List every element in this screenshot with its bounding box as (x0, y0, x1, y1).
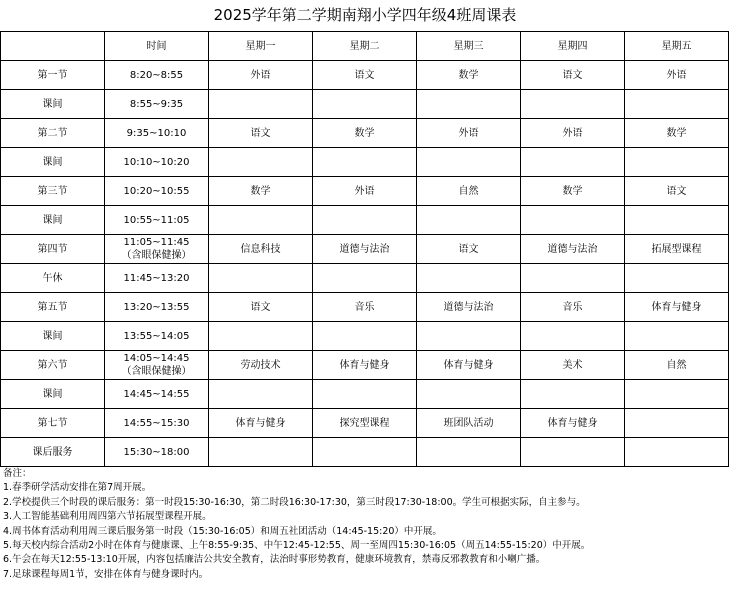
time-range: 14:45~14:55 (123, 388, 190, 400)
subject-cell-monday (209, 148, 313, 177)
table-row (1, 264, 729, 293)
subject-cell-monday: 语文 (209, 119, 313, 148)
subject-cell-wednesday: 班团队活动 (417, 409, 521, 438)
subject-cell-monday (209, 438, 313, 467)
period-cell: 课间 (1, 148, 105, 177)
subject-cell-wednesday: 道德与法治 (417, 293, 521, 322)
subject-cell-wednesday: 语文 (417, 235, 521, 264)
subject-cell-tuesday: 音乐 (313, 293, 417, 322)
time-range: 10:20~10:55 (123, 185, 190, 197)
subject-cell-thursday (521, 380, 625, 409)
period-cell: 第七节 (1, 409, 105, 438)
subject-cell-wednesday (417, 322, 521, 351)
subject-cell-tuesday: 探究型课程 (313, 409, 417, 438)
subject-cell-monday (209, 264, 313, 293)
note-item: 4.周书体育活动利用周三课后服务第一时段（15:30-16:05）和周五社团活动（14:45-15:20）中开展。 (3, 525, 442, 537)
time-cell (105, 264, 209, 293)
subject-cell-friday: 自然 (625, 351, 729, 380)
subject-cell-tuesday: 道德与法治 (313, 235, 417, 264)
table-row (1, 235, 729, 264)
period-cell: 第二节 (1, 119, 105, 148)
subject-cell-tuesday (313, 148, 417, 177)
period-cell: 课间 (1, 90, 105, 119)
time-range: 14:55~15:30 (123, 417, 190, 429)
subject-cell-thursday: 语文 (521, 61, 625, 90)
table-row (1, 293, 729, 322)
subject-cell-friday (625, 148, 729, 177)
subject-cell-friday (625, 438, 729, 467)
subject-cell-friday (625, 380, 729, 409)
subject-cell-friday (625, 409, 729, 438)
period-cell: 课后服务 (1, 438, 105, 467)
time-cell (105, 119, 209, 148)
subject-cell-friday (625, 322, 729, 351)
time-cell (105, 90, 209, 119)
table-row (1, 90, 729, 119)
subject-cell-monday (209, 322, 313, 351)
table-row (1, 206, 729, 235)
note-item: 5.每天校内综合活动2小时在体育与健康课、上午8:55-9:35、中午12:45-12:55、周一至周四15:30-16:05（周五14:55-15:20）中开展。 (3, 540, 591, 552)
page-title: 2025学年第二学期南翔小学四年级4班周课表 (213, 6, 517, 24)
subject-cell-wednesday: 自然 (417, 177, 521, 206)
subject-cell-tuesday (313, 90, 417, 119)
time-cell (105, 380, 209, 409)
period-cell: 第六节 (1, 351, 105, 380)
header-thursday: 星期四 (521, 32, 625, 61)
subject-cell-thursday: 美术 (521, 351, 625, 380)
period-cell: 课间 (1, 206, 105, 235)
time-cell (105, 61, 209, 90)
subject-cell-friday: 数学 (625, 119, 729, 148)
table-row (1, 119, 729, 148)
subject-cell-monday: 信息科技 (209, 235, 313, 264)
subject-cell-tuesday (313, 264, 417, 293)
subject-cell-tuesday (313, 438, 417, 467)
subject-cell-friday: 拓展型课程 (625, 235, 729, 264)
subject-cell-thursday (521, 438, 625, 467)
subject-cell-tuesday: 外语 (313, 177, 417, 206)
time-range: 13:55~14:05 (123, 330, 190, 342)
subject-cell-wednesday (417, 438, 521, 467)
subject-cell-tuesday: 数学 (313, 119, 417, 148)
subject-cell-thursday: 音乐 (521, 293, 625, 322)
time-note: （含眼保健操） (121, 250, 192, 261)
subject-cell-wednesday: 体育与健身 (417, 351, 521, 380)
note-item: 3.人工智能基础利用周四第六节拓展型课程开展。 (3, 511, 212, 523)
time-note: （含眼保健操） (121, 366, 192, 377)
subject-cell-monday (209, 380, 313, 409)
time-range: 8:20~8:55 (129, 69, 184, 81)
time-range: 10:55~11:05 (123, 214, 190, 226)
time-cell (105, 438, 209, 467)
note-item: 6.午会在每天12:55-13:10开展，内容包括廉洁公共安全教育，法治时事形势教育，健康环境教育，禁毒反邪教教育和小喇广播。 (3, 554, 546, 566)
time-cell (105, 148, 209, 177)
header-corner-cell (1, 32, 105, 61)
subject-cell-friday (625, 90, 729, 119)
table-row (1, 148, 729, 177)
weekly-schedule-table (0, 31, 729, 467)
time-cell (105, 235, 209, 264)
subject-cell-friday: 语文 (625, 177, 729, 206)
time-cell (105, 322, 209, 351)
subject-cell-tuesday (313, 322, 417, 351)
subject-cell-thursday (521, 148, 625, 177)
time-range: 8:55~9:35 (129, 98, 184, 110)
subject-cell-wednesday (417, 264, 521, 293)
subject-cell-thursday (521, 90, 625, 119)
period-cell: 第三节 (1, 177, 105, 206)
time-range: 11:05~11:45 (123, 237, 190, 248)
header-monday: 星期一 (209, 32, 313, 61)
subject-cell-tuesday (313, 206, 417, 235)
subject-cell-wednesday (417, 90, 521, 119)
subject-cell-thursday (521, 264, 625, 293)
period-cell: 课间 (1, 322, 105, 351)
note-item: 1.春季研学活动安排在第7周开展。 (3, 482, 152, 494)
subject-cell-monday: 体育与健身 (209, 409, 313, 438)
header-time: 时间 (105, 32, 209, 61)
table-header-row (1, 32, 729, 61)
subject-cell-wednesday: 外语 (417, 119, 521, 148)
table-row (1, 351, 729, 380)
time-range: 13:20~13:55 (123, 301, 190, 313)
subject-cell-monday (209, 206, 313, 235)
notes-heading: 备注： (3, 468, 32, 479)
subject-cell-thursday: 外语 (521, 119, 625, 148)
subject-cell-thursday (521, 206, 625, 235)
period-cell: 午休 (1, 264, 105, 293)
table-row (1, 380, 729, 409)
subject-cell-wednesday (417, 148, 521, 177)
period-cell: 第五节 (1, 293, 105, 322)
subject-cell-monday: 劳动技术 (209, 351, 313, 380)
time-range: 9:35~10:10 (126, 127, 187, 139)
table-row (1, 61, 729, 90)
subject-cell-friday (625, 264, 729, 293)
header-friday: 星期五 (625, 32, 729, 61)
subject-cell-tuesday: 体育与健身 (313, 351, 417, 380)
subject-cell-wednesday (417, 206, 521, 235)
subject-cell-thursday: 道德与法治 (521, 235, 625, 264)
time-range: 11:45~13:20 (123, 272, 190, 284)
subject-cell-monday: 语文 (209, 293, 313, 322)
subject-cell-thursday: 数学 (521, 177, 625, 206)
time-range: 14:05~14:45 (123, 353, 190, 364)
time-cell (105, 293, 209, 322)
subject-cell-friday: 体育与健身 (625, 293, 729, 322)
subject-cell-thursday (521, 322, 625, 351)
note-item: 7.足球课程每周1节，安排在体育与健身课时内。 (3, 568, 209, 580)
time-cell (105, 206, 209, 235)
subject-cell-monday: 外语 (209, 61, 313, 90)
subject-cell-tuesday: 语文 (313, 61, 417, 90)
period-cell: 第四节 (1, 235, 105, 264)
time-cell (105, 351, 209, 380)
table-row (1, 177, 729, 206)
time-range: 15:30~18:00 (123, 446, 190, 458)
table-row (1, 438, 729, 467)
time-cell (105, 177, 209, 206)
table-row (1, 322, 729, 351)
notes-section (3, 467, 729, 582)
subject-cell-friday (625, 206, 729, 235)
subject-cell-tuesday (313, 380, 417, 409)
header-tuesday: 星期二 (313, 32, 417, 61)
period-cell: 第一节 (1, 61, 105, 90)
time-range: 10:10~10:20 (123, 156, 190, 168)
subject-cell-friday: 外语 (625, 61, 729, 90)
subject-cell-wednesday: 数学 (417, 61, 521, 90)
subject-cell-thursday: 体育与健身 (521, 409, 625, 438)
subject-cell-monday (209, 90, 313, 119)
period-cell: 课间 (1, 380, 105, 409)
note-item: 2.学校提供三个时段的课后服务：第一时段15:30-16:30，第二时段16:30-17:30，第三时段17:30-18:00。学生可根据实际，自主参与。 (3, 496, 586, 508)
time-cell (105, 409, 209, 438)
header-wednesday: 星期三 (417, 32, 521, 61)
table-row (1, 409, 729, 438)
subject-cell-monday: 数学 (209, 177, 313, 206)
subject-cell-wednesday (417, 380, 521, 409)
